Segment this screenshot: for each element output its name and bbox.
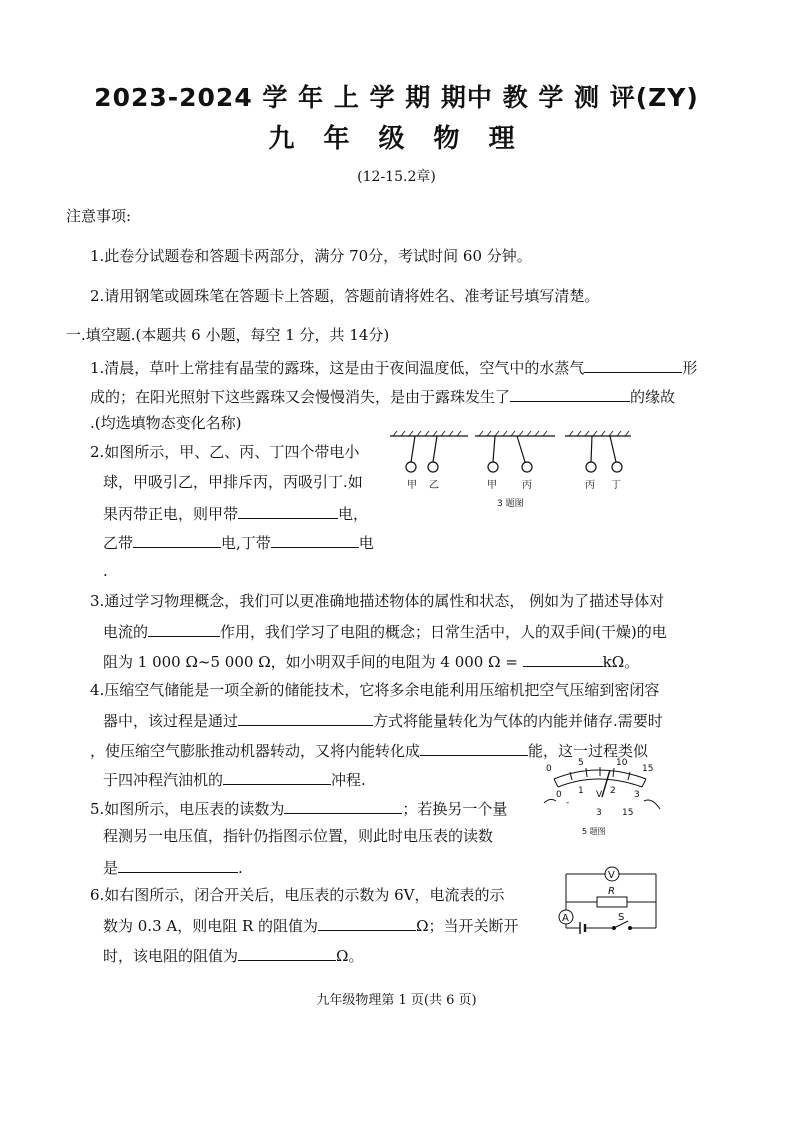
question-3-line-3: 阻为 1 000 Ω~5 000 Ω，如小明双手间的电阻为 4 000 Ω = kΩ。	[103, 650, 639, 672]
ball-label: 甲	[487, 480, 497, 491]
answer-blank[interactable]	[510, 385, 630, 402]
figure-5-caption: 5 题图	[582, 827, 606, 836]
answer-blank[interactable]	[118, 856, 238, 873]
voltmeter-label: V	[608, 870, 615, 881]
exam-title: 2023-2024 学 年 上 学 期 期中 教 学 测 评(ZY)	[94, 83, 699, 112]
answer-blank[interactable]	[223, 768, 331, 785]
section-heading: 一.填空题.(本题共 6 小题，每空 1 分，共 14分)	[66, 326, 390, 344]
question-6-line-1: 6.如右图所示，闭合开关后，电压表的示数为 6V，电流表的示	[90, 886, 505, 904]
switch-label: S	[618, 912, 625, 923]
scale-label: 10	[616, 758, 628, 768]
answer-blank[interactable]	[584, 356, 682, 373]
answer-blank[interactable]	[238, 944, 336, 961]
question-3-line-1: 3.通过学习物理概念，我们可以更准确地描述物体的属性和状态， 例如为了描述导体对	[90, 592, 665, 610]
answer-blank[interactable]	[523, 650, 603, 667]
scale-label: 3	[634, 790, 640, 800]
resistor-label: R	[608, 886, 615, 897]
figure-5-voltmeter	[540, 757, 670, 837]
notice-item-2: 2.请用钢笔或圆珠笔在答题卡上答题，答题前请将姓名、准考证号填写清楚。	[90, 287, 600, 305]
answer-blank[interactable]	[238, 709, 373, 726]
question-2-line-3: 果丙带正电，则甲带 电，	[103, 502, 368, 524]
question-1-line-2: 成的；在阳光照射下这些露珠又会慢慢消失，是由于露珠发生了 的缘故	[90, 385, 675, 407]
figure-3-caption: 3 题图	[497, 499, 524, 509]
figure-3-charged-balls	[385, 428, 635, 514]
question-2-line-1: 2.如图所示，甲、乙、丙、丁四个带电小	[90, 443, 360, 461]
chapter-range: (12-15.2章)	[357, 169, 436, 185]
question-4-line-3: ，使压缩空气膨胀推动机器转动，又将内能转化成 能，这一过程类似	[90, 739, 648, 761]
notice-heading: 注意事项:	[66, 207, 132, 225]
question-1-line-1: 1.清晨，草叶上常挂有晶莹的露珠，这是由于夜间温度低，空气中的水蒸气 形	[90, 356, 697, 378]
terminal-label: 3	[596, 808, 602, 818]
ball-label: 丙	[585, 480, 595, 491]
question-4-line-2: 器中，该过程是通过 方式将能量转化为气体的内能并储存.需要时	[103, 709, 663, 731]
ball-label: 丙	[522, 480, 532, 491]
answer-blank[interactable]	[133, 531, 221, 548]
answer-blank[interactable]	[420, 739, 528, 756]
question-5-line-2: 程测另一电压值，指针仍指图示位置，则此时电压表的读数	[103, 827, 494, 845]
answer-blank[interactable]	[148, 620, 220, 637]
terminal-label: -	[566, 798, 570, 808]
subject-title: 九 年 级 物 理	[268, 124, 525, 154]
ball-label: 丁	[611, 480, 621, 491]
answer-blank[interactable]	[284, 797, 402, 814]
scale-label: 0	[556, 790, 562, 800]
notice-item-1: 1.此卷分试题卷和答题卡两部分，满分 70分，考试时间 60 分钟。	[90, 247, 532, 265]
answer-blank[interactable]	[271, 531, 359, 548]
question-3-line-2: 电流的 作用，我们学习了电阻的概念；日常生活中，人的双手间(干燥)的电	[103, 620, 667, 642]
ammeter-label: A	[562, 913, 569, 924]
ball-label: 甲	[407, 480, 417, 491]
answer-blank[interactable]	[238, 502, 338, 519]
ball-label: 乙	[429, 480, 439, 491]
question-5-line-3: 是 .	[103, 856, 243, 878]
question-5-line-1: 5.如图所示，电压表的读数为 ；若换另一个量	[90, 797, 507, 819]
figure-6-circuit	[552, 862, 662, 942]
question-2-line-4: 乙带 电,丁带 电	[103, 531, 374, 553]
unit-label: V	[596, 790, 603, 800]
answer-blank[interactable]	[318, 914, 416, 931]
question-6-line-2: 数为 0.3 A，则电阻 R 的阻值为 Ω；当开关断开	[103, 914, 519, 936]
terminal-label: 15	[622, 808, 634, 818]
scale-label: 0	[546, 764, 552, 774]
question-1-line-3: .(均选填物态变化名称)	[90, 414, 242, 432]
scale-label: 2	[610, 786, 616, 796]
scale-label: 5	[578, 758, 584, 768]
page-footer: 九年级物理第 1 页(共 6 页)	[316, 993, 477, 1008]
question-2-line-5: .	[103, 562, 108, 580]
scale-label: 15	[642, 764, 654, 774]
question-4-line-4: 于四冲程汽油机的 冲程.	[103, 768, 366, 790]
question-6-line-3: 时，该电阻的阻值为 Ω。	[103, 944, 363, 966]
question-2-line-2: 球，甲吸引乙，甲排斥丙，丙吸引丁.如	[103, 473, 363, 491]
question-4-line-1: 4.压缩空气储能是一项全新的储能技术，它将多余电能利用压缩机把空气压缩到密闭容	[90, 681, 660, 699]
scale-label: 1	[578, 786, 584, 796]
